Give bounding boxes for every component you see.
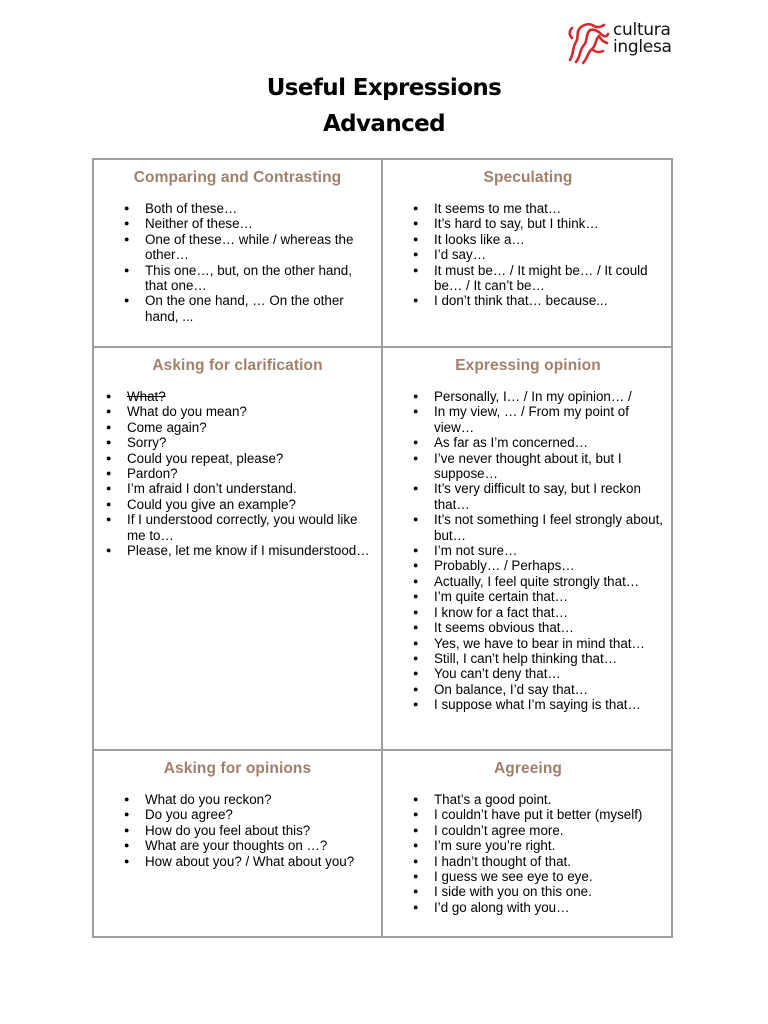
section-title: Speculating <box>483 169 573 186</box>
list-item: ● Yes, we have to bear in mind that… <box>383 636 673 651</box>
list-item: ● It’s not something I feel strongly about, but… <box>383 512 673 543</box>
section-title: Agreeing <box>494 760 562 777</box>
section-title: Comparing and Contrasting <box>133 169 342 186</box>
list-item: ● It looks like a… <box>383 232 673 247</box>
list-item: ● I’d say… <box>383 247 673 262</box>
list-item: ● I’m quite certain that… <box>383 589 673 604</box>
list-item: ● I’ve never thought about it, but I suppose… <box>383 451 673 482</box>
list-item: ● I’m sure you’re right. <box>383 838 673 853</box>
expression-list <box>383 389 673 713</box>
expression-list <box>94 792 381 869</box>
list-item: ● Pardon? <box>94 466 381 481</box>
list-item: ● As far as I’m concerned… <box>383 435 673 450</box>
list-item: ● Actually, I feel quite strongly that… <box>383 574 673 589</box>
cell-speculating <box>383 160 673 348</box>
list-item: ● Both of these… <box>94 201 381 216</box>
list-item: ● Sorry? <box>94 435 381 450</box>
list-item: ● On the one hand, … On the other hand, ... <box>94 293 381 324</box>
list-item: ● What do you mean? <box>94 404 381 419</box>
list-item: ● Personally, I… / In my opinion… / <box>383 389 673 404</box>
list-item: ● What are your thoughts on …? <box>94 838 381 853</box>
list-item: ● Probably… / Perhaps… <box>383 558 673 573</box>
section-title: Asking for clarification <box>152 357 323 374</box>
list-item: ● Could you give an example? <box>94 497 381 512</box>
cell-asking-opinions <box>94 751 383 936</box>
list-item: ● It’s very difficult to say, but I reckon that… <box>383 481 673 512</box>
logo-line-1: cultura <box>613 20 671 40</box>
list-item: ● In my view, … / From my point of view… <box>383 404 673 435</box>
list-item: ● On balance, I’d say that… <box>383 682 673 697</box>
expressions-table <box>92 158 673 938</box>
list-item: ● This one…, but, on the other hand, that one… <box>94 263 381 294</box>
list-item: ● That’s a good point. <box>383 792 673 807</box>
list-item: ● I’m not sure… <box>383 543 673 558</box>
section-title: Asking for opinions <box>163 760 312 777</box>
list-item: ● It must be… / It might be… / It could be… / It can’t be… <box>383 263 673 294</box>
list-item: ● I couldn’t have put it better (myself) <box>383 807 673 822</box>
list-item: ● You can’t deny that… <box>383 666 673 681</box>
cell-clarification <box>94 348 383 751</box>
list-item: ● It’s hard to say, but I think… <box>383 216 673 231</box>
list-item: ● I couldn’t agree more. <box>383 823 673 838</box>
list-item: ● Come again? <box>94 420 381 435</box>
list-item: ● How do you feel about this? <box>94 823 381 838</box>
cultura-inglesa-logo <box>566 20 686 66</box>
list-item: ● I hadn’t thought of that. <box>383 854 673 869</box>
list-item: ● Do you agree? <box>94 807 381 822</box>
list-item: ● I don’t think that… because... <box>383 293 673 308</box>
list-item: ● I guess we see eye to eye. <box>383 869 673 884</box>
list-item: ● I’d go along with you… <box>383 900 673 915</box>
expression-list <box>94 389 381 558</box>
list-item: ● Still, I can’t help thinking that… <box>383 651 673 666</box>
logo-line-2: inglesa <box>613 37 672 57</box>
list-item: ● Could you repeat, please? <box>94 451 381 466</box>
title-line-1: Useful Expressions <box>266 75 502 101</box>
section-title: Expressing opinion <box>455 357 601 374</box>
cell-agreeing <box>383 751 673 936</box>
expression-list <box>94 201 381 324</box>
list-item: ● It seems obvious that… <box>383 620 673 635</box>
expression-list <box>383 201 673 309</box>
list-item: ● How about you? / What about you? <box>94 854 381 869</box>
list-item: ● What do you reckon? <box>94 792 381 807</box>
list-item: ● I know for a fact that… <box>383 605 673 620</box>
list-item: ● One of these… while / whereas the other… <box>94 232 381 263</box>
logo-wordmark <box>613 22 672 56</box>
list-item: ● What? <box>94 389 381 404</box>
list-item: ● Neither of these… <box>94 216 381 231</box>
list-item: ● Please, let me know if I misunderstood… <box>94 543 381 558</box>
title-line-2: Advanced <box>322 111 446 137</box>
list-item: ● I side with you on this one. <box>383 884 673 899</box>
cell-comparing <box>94 160 383 348</box>
list-item: ● If I understood correctly, you would like me to… <box>94 512 381 543</box>
list-item: ● It seems to me that… <box>383 201 673 216</box>
list-item: ● I’m afraid I don’t understand. <box>94 481 381 496</box>
lion-icon <box>566 20 610 66</box>
list-item: ● I suppose what I’m saying is that… <box>383 697 673 712</box>
cell-opinion <box>383 348 673 751</box>
expression-list <box>383 792 673 915</box>
page-title <box>0 70 768 142</box>
